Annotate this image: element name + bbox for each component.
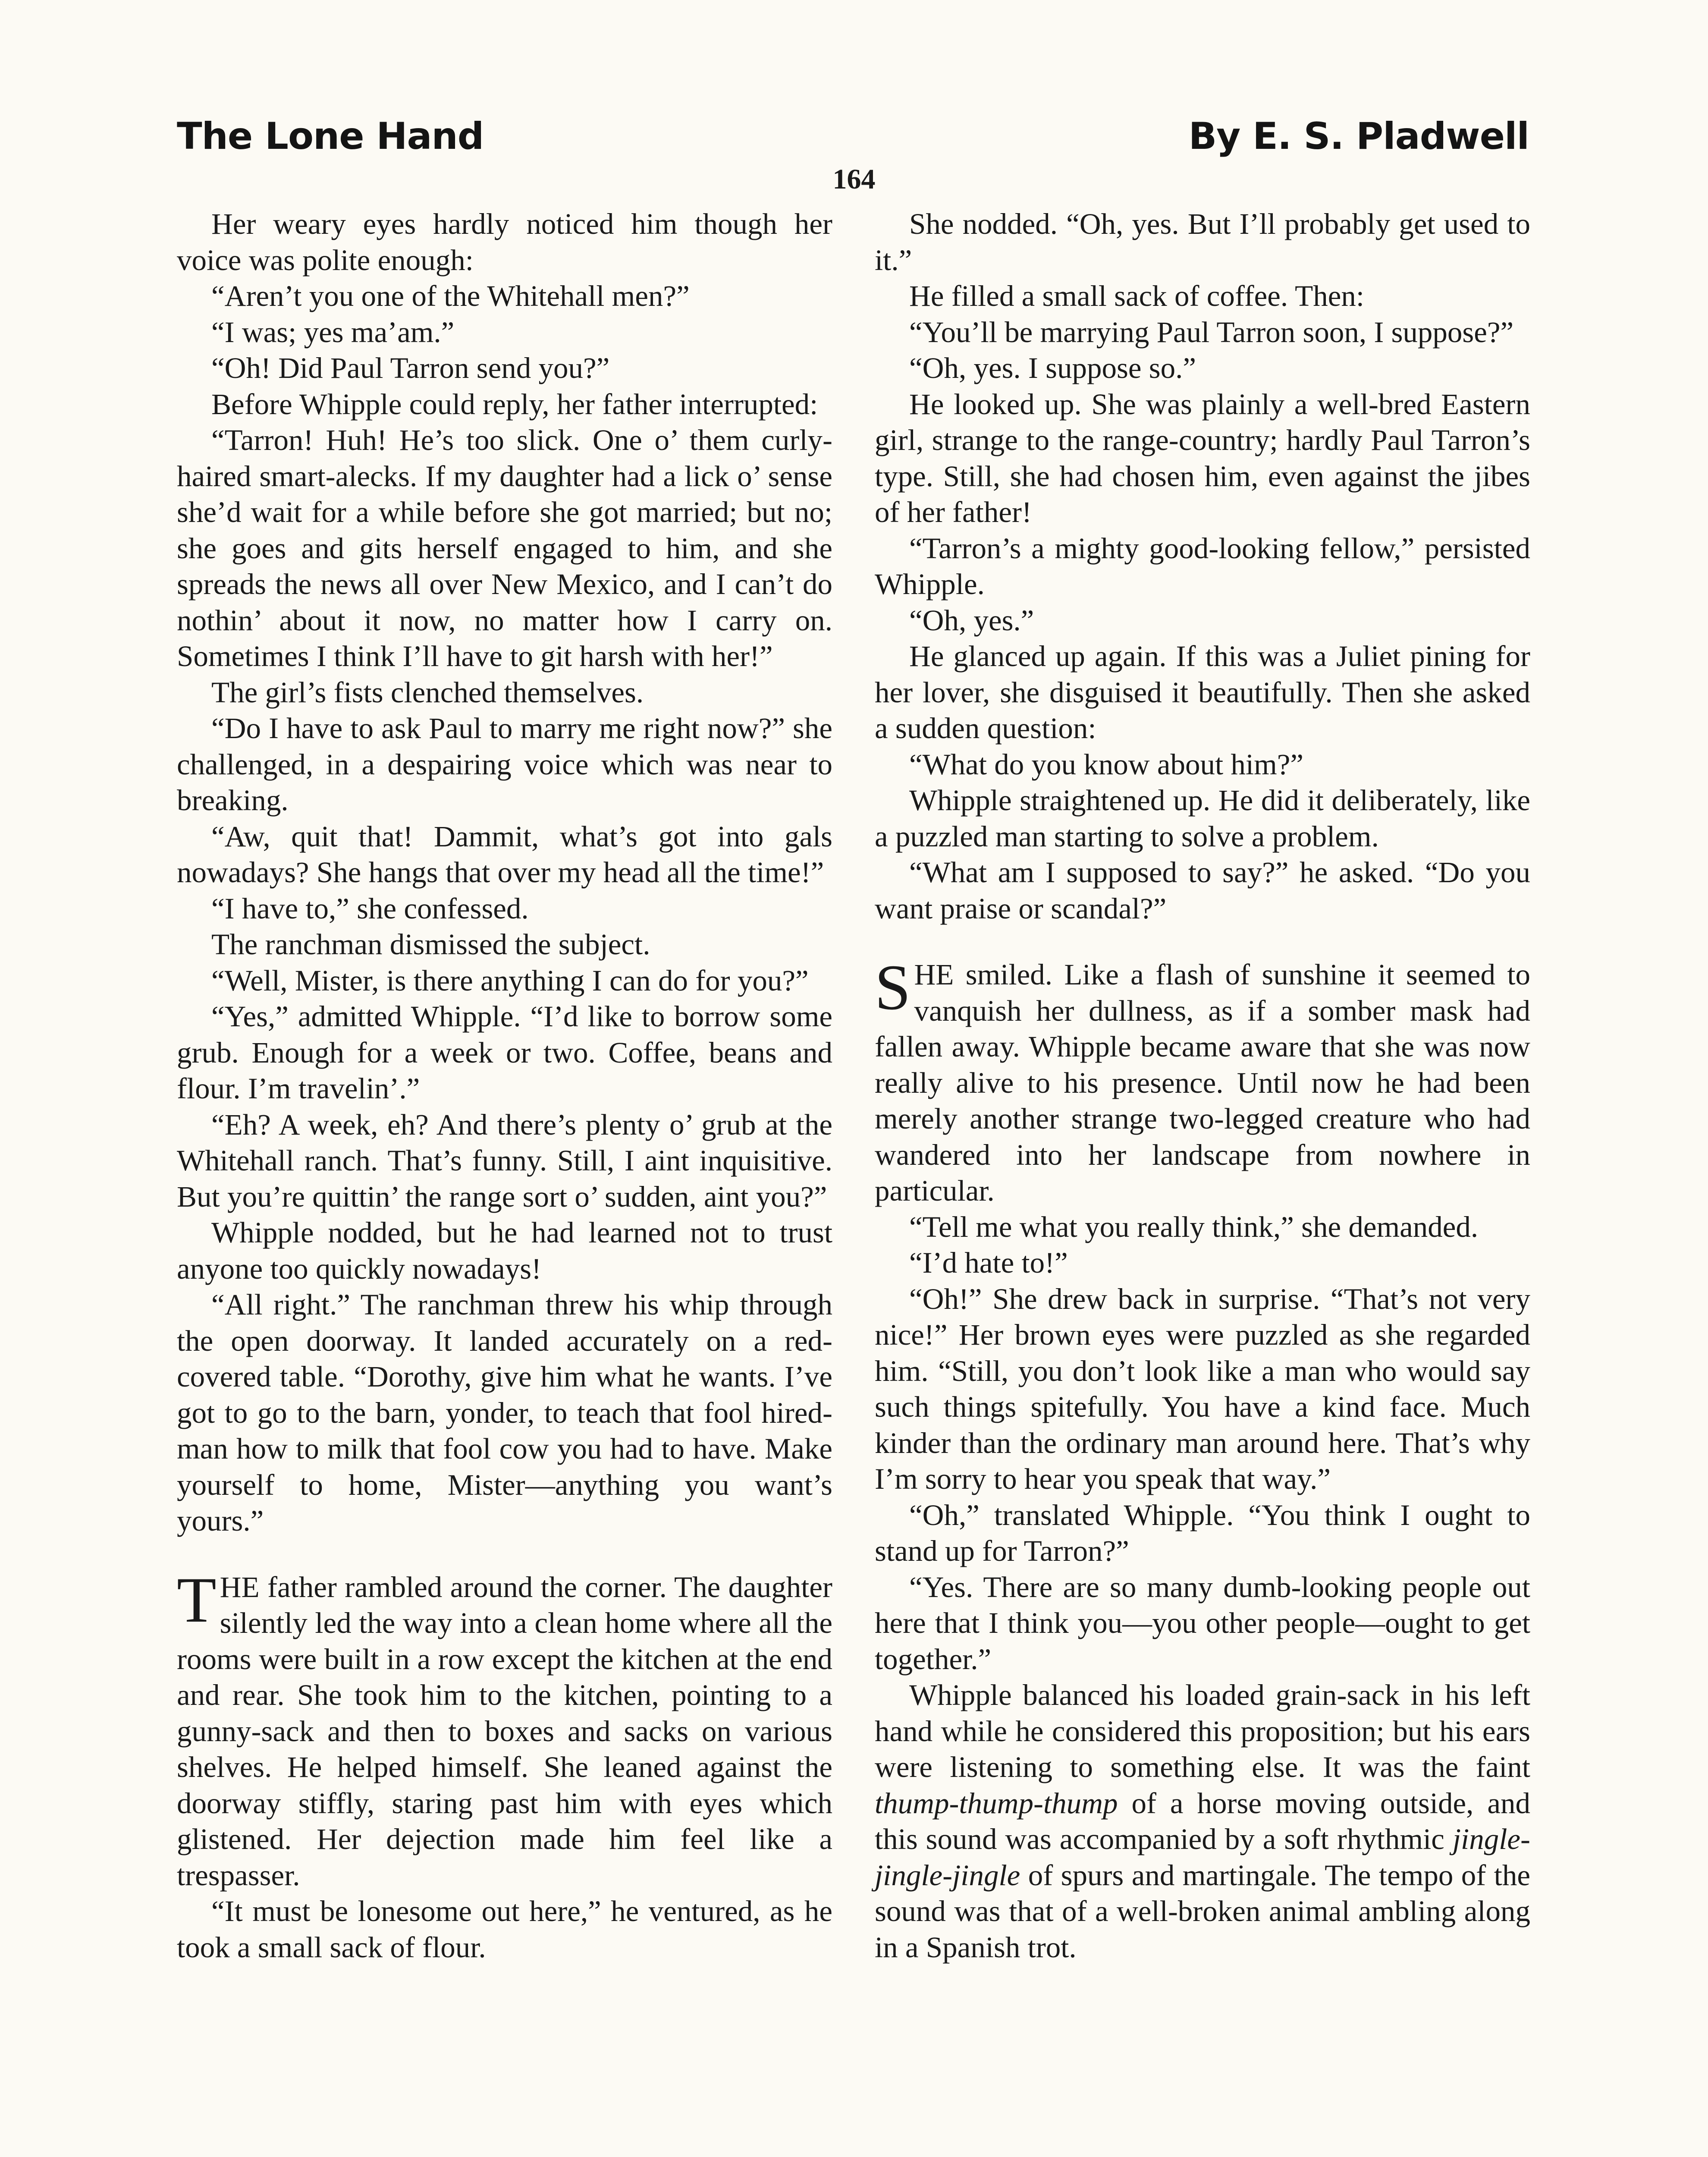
paragraph: He looked up. She was plainly a well-bred Eastern girl, strange to the range-country; hardly Paul Tarron’s type. Still, she had chosen him, even against the jibes of her father! (875, 387, 1530, 528)
paragraph: “Oh, yes. I suppose so.” (909, 352, 1196, 384)
paragraph-text: of spurs and martingale. The tempo of the sound was that of a well-broken animal ambling along in a Spanish trot. (875, 1858, 1530, 1964)
paragraph: He glanced up again. If this was a Juliet pining for her lover, she disguised it beautifully. Then she asked a sudden question: (875, 640, 1530, 745)
paragraph: “Oh! Did Paul Tarron send you?” (211, 352, 610, 384)
paragraph: “I have to,” she confessed. (211, 892, 529, 925)
paragraph: “You’ll be marrying Paul Tarron soon, I suppose?” (909, 315, 1514, 349)
paragraph: Before Whipple could reply, her father interrupted: (211, 387, 818, 421)
paragraph: “It must be lonesome out here,” he ventured, as he took a small sack of flour. (177, 1895, 832, 1964)
paragraph: “Yes. There are so many dumb-looking people out here that I think you—you other people—ought to get together.” (875, 1570, 1530, 1676)
paragraph: “All right.” The ranchman threw his whip through the open doorway. It landed accurately on a red-covered table. “Dorothy, give him what he wants. I’ve got to go to the barn, yonder, to teach that fool hired-man how to milk that fool cow you had to have. Make yourself to home, Mister—anything you want’s yours.” (177, 1288, 832, 1537)
paragraph: He filled a small sack of coffee. Then: (909, 280, 1365, 312)
paragraph: “Oh,” translated Whipple. “You think I ought to stand up for Tarron?” (875, 1498, 1530, 1567)
paragraph: She nodded. “Oh, yes. But I’ll probably get used to it.” (875, 208, 1530, 277)
italic-sound-effect: jingle-jingle-jingle (875, 1823, 1530, 1892)
paragraph: “I’d hate to!” (909, 1246, 1068, 1279)
paragraph-text: HE smiled. Like a flash of sunshine it seemed to vanquish her dullness, as if a somber mask had fallen away. Whipple became aware that she was now really alive to his presence. Until now he had been merely another strange two-legged creature who had wandered into her landscape from nowhere in particular. (875, 958, 1530, 1207)
paragraph: The ranchman dismissed the subject. (211, 928, 650, 961)
paragraph: “Do I have to ask Paul to marry me right now?” she challenged, in a despairing voice which was near to breaking. (177, 712, 832, 817)
paragraph: “What do you know about him?” (909, 748, 1304, 781)
text-column-right (875, 206, 1530, 1965)
paragraph: Whipple nodded, but he had learned not to trust anyone too quickly nowadays! (177, 1216, 832, 1285)
drop-cap: T (177, 1564, 217, 1636)
paragraph: “Aw, quit that! Dammit, what’s got into gals nowadays? She hangs that over my head all the time!” (177, 820, 832, 889)
text-column-left (177, 206, 832, 1965)
paragraph-text: Whipple balanced his loaded grain-sack in his left hand while he considered this proposition; but his ears were listening to something else. It was the faint (875, 1679, 1530, 1783)
paragraph: “Well, Mister, is there anything I can do for you?” (211, 964, 809, 997)
paragraph: “Oh, yes.” (909, 604, 1034, 637)
story-byline: By E. S. Pladwell (1188, 115, 1529, 158)
section-opening-paragraph (177, 1564, 832, 1894)
paragraph: “Aren’t you one of the Whitehall men?” (211, 280, 690, 312)
paragraph: “Tarron’s a mighty good-looking fellow,” persisted Whipple. (875, 531, 1530, 601)
paragraph: “Eh? A week, eh? And there’s plenty o’ grub at the Whitehall ranch. That’s funny. Still, I aint inquisitive. But you’re quittin’ the range sort o’ sudden, aint you?” (177, 1108, 832, 1213)
paragraph: “Oh!” She drew back in surprise. “That’s not very nice!” Her brown eyes were puzzled as she regarded him. “Still, you don’t look like a man who would say such things spitefully. You have a kind face. Much kinder than the ordinary man around here. That’s why I’m sorry to hear you speak that way.” (875, 1282, 1530, 1495)
paragraph: Whipple straightened up. He did it deliberately, like a puzzled man starting to solve a problem. (875, 784, 1530, 853)
page-number: 164 (832, 164, 876, 195)
paragraph: “I was; yes ma’am.” (211, 315, 455, 349)
story-title: The Lone Hand (177, 115, 484, 158)
paragraph: “Tell me what you really think,” she demanded. (909, 1210, 1479, 1243)
paragraph: Her weary eyes hardly noticed him though her voice was polite enough: (177, 208, 832, 277)
paragraph: “Yes,” admitted Whipple. “I’d like to borrow some grub. Enough for a week or two. Coffee, beans and flour. I’m travelin’.” (177, 1000, 832, 1105)
paragraph: “What am I supposed to say?” he asked. “Do you want praise or scandal?” (875, 856, 1530, 925)
paragraph-text: HE father rambled around the corner. The daughter silently led the way into a clean home where all the rooms were built in a row except the kitchen at the end and rear. She took him to the kitchen, pointing to a gunny-sack and then to boxes and sacks on various shelves. He helped himself. She leaned against the doorway stiffly, staring past him with eyes which glistened. Her dejection made him feel like a trespasser. (177, 1570, 832, 1892)
drop-cap: S (875, 952, 911, 1023)
paragraph: The girl’s fists clenched themselves. (211, 676, 644, 709)
paragraph (875, 1677, 1530, 1965)
paragraph: “Tarron! Huh! He’s too slick. One o’ them curly-haired smart-alecks. If my daughter had a lick o’ sense she’d wait for a while before she got married; but no; she goes and gits herself engaged to him, and she spreads the news all over New Mexico, and I can’t do nothin’ about it now, no matter how I carry on. Sometimes I think I’ll have to git harsh with her!” (177, 424, 832, 673)
italic-sound-effect: thump-thump-thump (875, 1786, 1118, 1820)
paragraph-text: of a horse moving outside, and this sound was accompanied by a soft rhythmic (875, 1786, 1530, 1855)
section-opening-paragraph (875, 952, 1530, 1209)
